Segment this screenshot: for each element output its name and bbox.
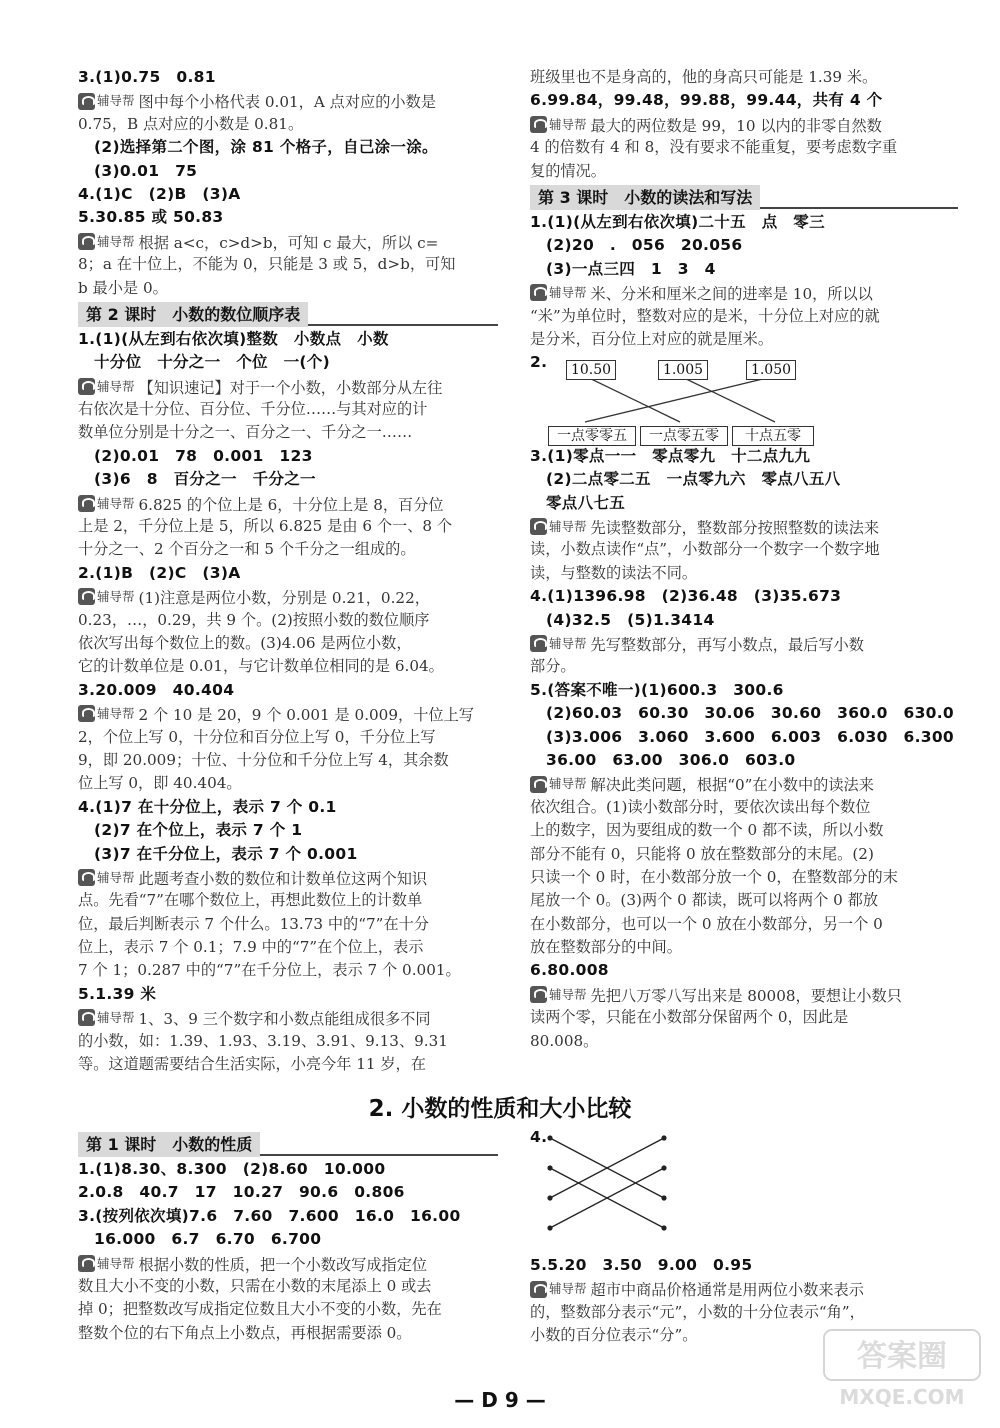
answer-line: (3)一点三四 1 3 4 xyxy=(546,259,716,278)
explanation-line: 尾放一个 0。(3)两个 0 都读，既可以将两个 0 都放 xyxy=(530,891,879,910)
explanation-line: 2，个位上写 0，十分位和百分位上写 0，千分位上写 xyxy=(78,727,436,746)
answer-line: 十分位 十分之一 个位 一(个) xyxy=(94,353,330,372)
tip-text: 2 个 10 是 20，9 个 0.001 是 0.009，十位上写 xyxy=(138,706,474,725)
tip-line xyxy=(530,1277,958,1300)
tip-text: 先读整数部分，整数部分按照整数的读法来 xyxy=(590,519,880,538)
answer-line: 36.00 63.00 306.0 603.0 xyxy=(546,750,796,769)
section-title: 第 1 课时 小数的性质 xyxy=(78,1132,260,1157)
answer-line: 3.(1)零点一一 零点零九 十二点九九 xyxy=(530,446,811,465)
explanation-line: 位上，表示 7 个 0.1；7.9 中的“7”在个位上，表示 xyxy=(78,938,424,957)
helper-icon xyxy=(78,1255,95,1272)
tip-text: 图中每个小格代表 0.01，A 点对应的小数是 xyxy=(138,93,436,112)
tip-text: 最大的两位数是 99，10 以内的非零自然数 xyxy=(590,116,882,135)
box-bottom-2: 一点零五零 xyxy=(640,426,728,446)
explanation-line: 是分米，百分位上对应的就是厘米。 xyxy=(530,329,773,348)
tip-line xyxy=(530,113,958,136)
explanation-line: 7 个 1；0.287 中的“7”在千分位上，表示 7 个 0.001。 xyxy=(78,961,461,980)
tip-badge xyxy=(530,1277,587,1300)
left-column xyxy=(78,66,498,1076)
tip-badge xyxy=(78,702,135,725)
tip-badge xyxy=(78,89,135,112)
matching-diagram-q2 xyxy=(530,356,810,456)
answer-line: 5.1.39 米 xyxy=(78,984,157,1003)
tip-badge xyxy=(530,632,587,655)
answer-line: (2)选择第二个图，涂 81 个格子，自己涂一涂。 xyxy=(94,138,438,157)
box-bottom-1: 一点零零五 xyxy=(548,426,636,446)
tip-line xyxy=(530,772,958,795)
explanation-line: 复的情况。 xyxy=(530,161,606,180)
tip-label: 辅导帮 xyxy=(549,519,587,535)
page-number: — D 9 — xyxy=(454,1388,546,1412)
explanation-line: 它的计数单位是 0.01，与它计数单位相同的是 6.04。 xyxy=(78,657,444,676)
tip-badge xyxy=(78,492,135,515)
helper-icon xyxy=(78,233,95,250)
answer-line: (3)3.006 3.060 3.600 6.003 6.030 6.300 xyxy=(546,727,955,746)
tip-line xyxy=(78,89,498,112)
answer-line: 5.5.20 3.50 9.00 0.95 xyxy=(530,1256,753,1274)
tip-label: 辅导帮 xyxy=(549,776,587,792)
helper-icon xyxy=(78,705,95,722)
tip-badge xyxy=(78,375,135,398)
explanation-line: 十分之一、2 个百分之一和 5 个千分之一组成的。 xyxy=(78,540,416,559)
chapter-title: 2. 小数的性质和大小比较 xyxy=(368,1096,632,1122)
helper-icon xyxy=(78,869,95,886)
tip-badge xyxy=(530,113,587,136)
helper-icon xyxy=(530,1281,547,1298)
explanation-line: 部分不能有 0，只能将 0 放在整数部分的末尾。(2) xyxy=(530,844,874,863)
section-header xyxy=(78,1130,498,1156)
explanation-line: 9，即 20.009；十位、十分位和千分位上写 4，其余数 xyxy=(78,750,449,769)
answer-line: (2)0.01 78 0.001 123 xyxy=(94,446,313,465)
helper-icon xyxy=(530,776,547,793)
tip-line xyxy=(78,375,498,398)
answer-line: 零点八七五 xyxy=(546,493,626,512)
tip-badge xyxy=(78,230,135,253)
tip-label: 辅导帮 xyxy=(549,285,587,301)
answer-line: (2)60.03 60.30 30.06 30.60 360.0 630.0 xyxy=(546,704,955,723)
explanation-line: 4 的倍数有 4 和 8，没有要求不能重复，要考虑数字重 xyxy=(530,138,898,157)
section-header xyxy=(78,300,498,326)
tip-badge xyxy=(530,281,587,304)
box-top-3: 1.050 xyxy=(746,360,796,380)
answer-line: (3)7 在千分位上，表示 7 个 0.001 xyxy=(94,844,358,863)
answer-line: 1.(1)(从左到右依次填)整数 小数点 小数 xyxy=(78,329,389,348)
explanation-line: 等。这道题需要结合生活实际，小亮今年 11 岁，在 xyxy=(78,1055,426,1074)
tip-label: 辅导帮 xyxy=(549,116,587,132)
explanation-line: 8；a 在十位上，不能为 0，只能是 3 或 5，d>b，可知 xyxy=(78,255,456,274)
tip-text: 先把八万零八写出来是 80008，要想让小数只 xyxy=(590,987,902,1006)
tip-badge xyxy=(78,585,135,608)
box-top-1: 10.50 xyxy=(566,360,616,380)
tip-text: 先写整数部分，再写小数点，最后写小数 xyxy=(590,636,864,655)
helper-icon xyxy=(530,635,547,652)
tip-text: 【知识速记】对于一个小数，小数部分从左往 xyxy=(138,378,443,397)
tip-label: 辅导帮 xyxy=(97,706,135,722)
explanation-line: 位，最后判断表示 7 个什么。13.73 中的“7”在十分 xyxy=(78,914,430,933)
tip-label: 辅导帮 xyxy=(549,635,587,651)
explanation-line: 部分。 xyxy=(530,657,576,676)
tip-line xyxy=(530,515,958,538)
explanation-line: 只读一个 0 时，在小数部分放一个 0，在整数部分的末 xyxy=(530,867,898,886)
helper-icon xyxy=(78,588,95,605)
tip-label: 辅导帮 xyxy=(97,1255,135,1271)
helper-icon xyxy=(530,116,547,133)
tip-badge xyxy=(78,1252,135,1275)
answer-line: 16.000 6.7 6.70 6.700 xyxy=(94,1230,322,1249)
explanation-line: 依次写出每个数位上的数。(3)4.06 是两位小数， xyxy=(78,633,412,652)
answer-line: (3)0.01 75 xyxy=(94,161,198,180)
tip-line xyxy=(530,983,958,1006)
answer-line: (2)7 在个位上，表示 7 个 1 xyxy=(94,821,303,840)
svg-text:答案圈: 答案圈 xyxy=(857,1339,947,1374)
q4-label: 4. xyxy=(530,1128,548,1146)
tip-line xyxy=(78,1252,498,1275)
helper-icon xyxy=(530,284,547,301)
explanation-line: 0.23，…，0.29，共 9 个。(2)按照小数的数位顺序 xyxy=(78,610,430,629)
explanation-line: 读，与整数的读法不同。 xyxy=(530,563,698,582)
explanation-line: 班级里也不是身高的，他的身高只可能是 1.39 米。 xyxy=(530,68,878,86)
answer-line: 3.(1)0.75 0.81 xyxy=(78,68,216,86)
answer-line: 2. xyxy=(530,353,548,372)
tip-text: (1)注意是两位小数，分别是 0.21，0.22， xyxy=(138,589,430,608)
tip-line xyxy=(530,632,958,655)
explanation-line: 点。先看“7”在哪个数位上，再想此数位上的计数单 xyxy=(78,891,423,910)
tip-text: 根据 a<c，c>d>b，可知 c 最大，所以 c= xyxy=(138,233,439,252)
helper-icon xyxy=(530,518,547,535)
explanation-line: 位上写 0，即 40.404。 xyxy=(78,774,242,793)
tip-text: 根据小数的性质，把一个小数改写成指定位 xyxy=(138,1255,428,1274)
helper-icon xyxy=(78,495,95,512)
tip-label: 辅导帮 xyxy=(549,1281,587,1297)
explanation-line: 上的数字，因为要组成的数一个 0 都不读，所以小数 xyxy=(530,821,884,840)
tip-text: 米、分米和厘米之间的进率是 10，所以以 xyxy=(590,285,873,304)
tip-text: 1、3、9 三个数字和小数点能组成很多不同 xyxy=(138,1010,431,1029)
q4-lines xyxy=(544,1132,704,1240)
explanation-line: 数且大小不变的小数，只需在小数的末尾添上 0 或去 xyxy=(78,1276,432,1295)
answer-line: 4.(1)7 在十分位上，表示 7 个 0.1 xyxy=(78,797,337,816)
tip-badge xyxy=(530,983,587,1006)
answer-line: 5.30.85 或 50.83 xyxy=(78,208,224,227)
explanation-line: 依次组合。(1)读小数部分时，要依次读出每个数位 xyxy=(530,797,871,816)
tip-label: 辅导帮 xyxy=(97,378,135,394)
tip-label: 辅导帮 xyxy=(549,986,587,1002)
answer-line: 4.(1)C (2)B (3)A xyxy=(78,184,241,203)
explanation-line: b 最小是 0。 xyxy=(78,278,168,297)
tip-label: 辅导帮 xyxy=(97,869,135,885)
explanation-line: 放在整数部分的中间。 xyxy=(530,938,682,957)
tip-text: 此题考查小数的数位和计数单位这两个知识 xyxy=(138,870,428,889)
explanation-line: 掉 0；把整数改写成指定位数且大小不变的小数，先在 xyxy=(78,1300,442,1319)
tip-line xyxy=(78,230,498,253)
answer-line: 5.(答案不唯一)(1)600.3 300.6 xyxy=(530,680,784,699)
tip-badge xyxy=(78,1006,135,1029)
explanation-line: 的小数，如：1.39、1.93、3.19、3.91、9.13、9.31 xyxy=(78,1031,448,1050)
tip-label: 辅导帮 xyxy=(97,495,135,511)
section-header xyxy=(530,183,958,209)
answer-line: 6.80.008 xyxy=(530,961,609,980)
explanation-line: 读，小数点读作“点”，小数部分一个数字一个数字地 xyxy=(530,540,880,559)
right-column xyxy=(530,66,958,1053)
tip-badge xyxy=(78,866,135,889)
tip-line xyxy=(78,702,498,725)
helper-icon xyxy=(530,986,547,1003)
helper-icon xyxy=(78,93,95,110)
tip-label: 辅导帮 xyxy=(97,1010,135,1026)
explanation-line: “米”为单位时，整数对应的是米，十分位上对应的就 xyxy=(530,306,880,325)
section-title: 第 2 课时 小数的数位顺序表 xyxy=(78,302,308,327)
answer-line: (2)20 . 056 20.056 xyxy=(546,236,743,255)
explanation-line: 读两个零，只能在小数部分保留两个 0，因此是 xyxy=(530,1008,849,1027)
tip-text: 6.825 的个位上是 6，十分位上是 8，百分位 xyxy=(138,495,444,514)
answer-line: 3.(按列依次填)7.6 7.60 7.600 16.0 16.00 xyxy=(78,1206,461,1225)
answer-line: 1.(1)(从左到右依次填)二十五 点 零三 xyxy=(530,212,825,231)
left-column-2 xyxy=(78,1130,498,1345)
section-title: 第 3 课时 小数的读法和写法 xyxy=(530,185,760,210)
answer-line: 2.0.8 40.7 17 10.27 90.6 0.806 xyxy=(78,1183,405,1202)
answer-line: (3)6 8 百分之一 千分之一 xyxy=(94,470,316,489)
answer-line: 2.(1)B (2)C (3)A xyxy=(78,563,241,582)
watermark-logo xyxy=(822,1328,982,1414)
explanation-line: 在小数部分，也可以一个 0 放在小数部分，另一个 0 xyxy=(530,914,883,933)
explanation-line: 0.75，B 点对应的小数是 0.81。 xyxy=(78,114,304,133)
explanation-line: 整数个位的右下角点上小数点，再根据需要添 0。 xyxy=(78,1323,412,1342)
answer-line: 3.20.009 40.404 xyxy=(78,680,235,699)
explanation-line: 右依次是十分位、百分位、千分位……与其对应的计 xyxy=(78,400,428,419)
tip-label: 辅导帮 xyxy=(97,589,135,605)
helper-icon xyxy=(78,1009,95,1026)
answer-line: (4)32.5 (5)1.3414 xyxy=(546,610,715,629)
tip-line xyxy=(78,492,498,515)
answer-line: 1.(1)8.30、8.300 (2)8.60 10.000 xyxy=(78,1160,386,1178)
tip-text: 超市中商品价格通常是用两位小数来表示 xyxy=(590,1281,864,1300)
tip-badge xyxy=(530,515,587,538)
tip-line xyxy=(78,1006,498,1029)
explanation-line: 80.008。 xyxy=(530,1031,599,1050)
tip-text: 解决此类问题，根据“0”在小数中的读法来 xyxy=(590,776,874,795)
tip-label: 辅导帮 xyxy=(97,93,135,109)
answer-line: 4.(1)1396.98 (2)36.48 (3)35.673 xyxy=(530,587,842,606)
tip-line xyxy=(78,585,498,608)
helper-icon xyxy=(78,378,95,395)
watermark-text: MXQE.COM xyxy=(839,1385,965,1409)
box-top-2: 1.005 xyxy=(658,360,708,380)
answer-line: 6.99.84，99.48，99.88，99.44，共有 4 个 xyxy=(530,91,883,110)
answer-line: (2)二点零二五 一点零九六 零点八五八 xyxy=(546,470,841,489)
tip-label: 辅导帮 xyxy=(97,233,135,249)
box-bottom-3: 十点五零 xyxy=(732,426,814,446)
tip-badge xyxy=(530,772,587,795)
explanation-line: 小数的百分位表示“分”。 xyxy=(530,1326,698,1345)
explanation-line: 上是 2，千分位上是 5，所以 6.825 是由 6 个一、8 个 xyxy=(78,517,453,536)
tip-line xyxy=(78,866,498,889)
explanation-line: 数单位分别是十分之一、百分之一、千分之一…… xyxy=(78,423,413,442)
tip-line xyxy=(530,281,958,304)
explanation-line: 的，整数部分表示“元”，小数的十分位表示“角”， xyxy=(530,1302,865,1321)
